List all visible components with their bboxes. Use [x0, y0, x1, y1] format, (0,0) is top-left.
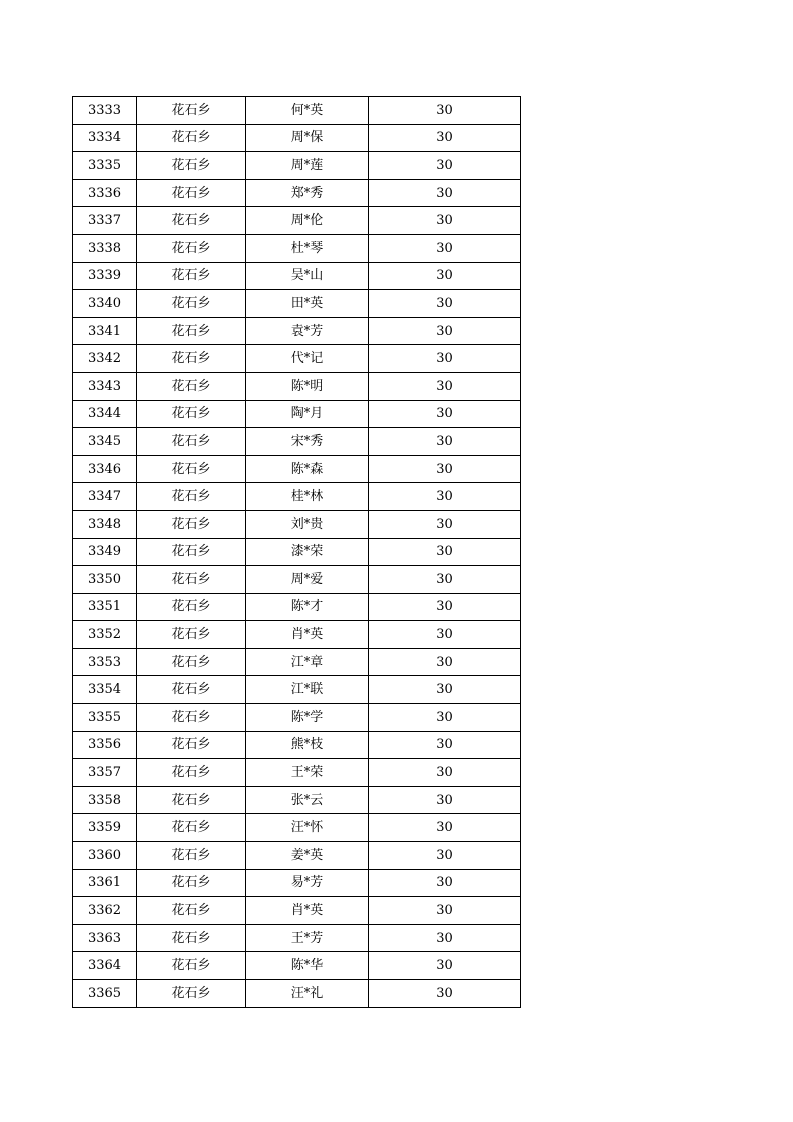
town-cell: 花石乡: [137, 704, 246, 732]
table-row: [73, 786, 521, 814]
town-cell: 花石乡: [137, 317, 246, 345]
name-cell: 田*英: [246, 290, 369, 318]
table-row: [73, 207, 521, 235]
amount-cell: 30: [369, 897, 521, 925]
town-cell: 花石乡: [137, 234, 246, 262]
row-number-cell: 3353: [73, 648, 137, 676]
data-table: [72, 96, 521, 1008]
name-cell: 张*云: [246, 786, 369, 814]
name-cell: 陈*森: [246, 455, 369, 483]
town-cell: 花石乡: [137, 676, 246, 704]
amount-cell: 30: [369, 621, 521, 649]
name-cell: 何*英: [246, 97, 369, 125]
amount-cell: 30: [369, 290, 521, 318]
name-cell: 陈*华: [246, 952, 369, 980]
table-row: [73, 234, 521, 262]
town-cell: 花石乡: [137, 124, 246, 152]
table-row: [73, 124, 521, 152]
amount-cell: 30: [369, 648, 521, 676]
table-row: [73, 676, 521, 704]
name-cell: 桂*林: [246, 483, 369, 511]
row-number-cell: 3349: [73, 538, 137, 566]
name-cell: 汪*怀: [246, 814, 369, 842]
town-cell: 花石乡: [137, 538, 246, 566]
name-cell: 陈*明: [246, 372, 369, 400]
name-cell: 吴*山: [246, 262, 369, 290]
town-cell: 花石乡: [137, 372, 246, 400]
row-number-cell: 3340: [73, 290, 137, 318]
name-cell: 宋*秀: [246, 428, 369, 456]
row-number-cell: 3363: [73, 924, 137, 952]
row-number-cell: 3361: [73, 869, 137, 897]
amount-cell: 30: [369, 97, 521, 125]
amount-cell: 30: [369, 869, 521, 897]
row-number-cell: 3337: [73, 207, 137, 235]
amount-cell: 30: [369, 731, 521, 759]
row-number-cell: 3347: [73, 483, 137, 511]
table-row: [73, 814, 521, 842]
table-row: [73, 704, 521, 732]
row-number-cell: 3354: [73, 676, 137, 704]
amount-cell: 30: [369, 538, 521, 566]
amount-cell: 30: [369, 952, 521, 980]
name-cell: 袁*芳: [246, 317, 369, 345]
amount-cell: 30: [369, 786, 521, 814]
table-row: [73, 179, 521, 207]
name-cell: 姜*英: [246, 842, 369, 870]
table-row: [73, 483, 521, 511]
table-row: [73, 97, 521, 125]
table-row: [73, 290, 521, 318]
town-cell: 花石乡: [137, 400, 246, 428]
town-cell: 花石乡: [137, 152, 246, 180]
town-cell: 花石乡: [137, 207, 246, 235]
town-cell: 花石乡: [137, 345, 246, 373]
table-row: [73, 924, 521, 952]
table-body: [73, 97, 521, 1008]
town-cell: 花石乡: [137, 262, 246, 290]
row-number-cell: 3352: [73, 621, 137, 649]
town-cell: 花石乡: [137, 648, 246, 676]
name-cell: 周*爱: [246, 566, 369, 594]
amount-cell: 30: [369, 152, 521, 180]
town-cell: 花石乡: [137, 510, 246, 538]
amount-cell: 30: [369, 234, 521, 262]
name-cell: 易*芳: [246, 869, 369, 897]
amount-cell: 30: [369, 510, 521, 538]
name-cell: 代*记: [246, 345, 369, 373]
amount-cell: 30: [369, 345, 521, 373]
row-number-cell: 3362: [73, 897, 137, 925]
name-cell: 肖*英: [246, 621, 369, 649]
name-cell: 王*芳: [246, 924, 369, 952]
table-row: [73, 400, 521, 428]
table-row: [73, 510, 521, 538]
town-cell: 花石乡: [137, 621, 246, 649]
town-cell: 花石乡: [137, 593, 246, 621]
table-row: [73, 538, 521, 566]
amount-cell: 30: [369, 179, 521, 207]
name-cell: 周*伦: [246, 207, 369, 235]
town-cell: 花石乡: [137, 759, 246, 787]
amount-cell: 30: [369, 924, 521, 952]
town-cell: 花石乡: [137, 731, 246, 759]
row-number-cell: 3338: [73, 234, 137, 262]
row-number-cell: 3355: [73, 704, 137, 732]
town-cell: 花石乡: [137, 428, 246, 456]
town-cell: 花石乡: [137, 814, 246, 842]
table-row: [73, 731, 521, 759]
row-number-cell: 3364: [73, 952, 137, 980]
name-cell: 郑*秀: [246, 179, 369, 207]
row-number-cell: 3365: [73, 980, 137, 1008]
name-cell: 王*荣: [246, 759, 369, 787]
table-row: [73, 897, 521, 925]
row-number-cell: 3344: [73, 400, 137, 428]
amount-cell: 30: [369, 704, 521, 732]
name-cell: 陈*学: [246, 704, 369, 732]
table-row: [73, 317, 521, 345]
town-cell: 花石乡: [137, 980, 246, 1008]
name-cell: 刘*贵: [246, 510, 369, 538]
amount-cell: 30: [369, 676, 521, 704]
table-row: [73, 980, 521, 1008]
town-cell: 花石乡: [137, 952, 246, 980]
town-cell: 花石乡: [137, 924, 246, 952]
row-number-cell: 3334: [73, 124, 137, 152]
table-row: [73, 345, 521, 373]
row-number-cell: 3350: [73, 566, 137, 594]
amount-cell: 30: [369, 814, 521, 842]
amount-cell: 30: [369, 207, 521, 235]
amount-cell: 30: [369, 566, 521, 594]
amount-cell: 30: [369, 593, 521, 621]
town-cell: 花石乡: [137, 97, 246, 125]
table-row: [73, 152, 521, 180]
amount-cell: 30: [369, 455, 521, 483]
amount-cell: 30: [369, 428, 521, 456]
amount-cell: 30: [369, 262, 521, 290]
row-number-cell: 3342: [73, 345, 137, 373]
row-number-cell: 3343: [73, 372, 137, 400]
row-number-cell: 3346: [73, 455, 137, 483]
name-cell: 漆*荣: [246, 538, 369, 566]
table-row: [73, 869, 521, 897]
row-number-cell: 3333: [73, 97, 137, 125]
amount-cell: 30: [369, 317, 521, 345]
table-row: [73, 759, 521, 787]
table-row: [73, 621, 521, 649]
name-cell: 陶*月: [246, 400, 369, 428]
table-row: [73, 428, 521, 456]
amount-cell: 30: [369, 842, 521, 870]
amount-cell: 30: [369, 980, 521, 1008]
table-row: [73, 593, 521, 621]
amount-cell: 30: [369, 372, 521, 400]
table-row: [73, 262, 521, 290]
row-number-cell: 3356: [73, 731, 137, 759]
row-number-cell: 3360: [73, 842, 137, 870]
amount-cell: 30: [369, 400, 521, 428]
town-cell: 花石乡: [137, 869, 246, 897]
town-cell: 花石乡: [137, 179, 246, 207]
row-number-cell: 3359: [73, 814, 137, 842]
name-cell: 汪*礼: [246, 980, 369, 1008]
town-cell: 花石乡: [137, 786, 246, 814]
amount-cell: 30: [369, 124, 521, 152]
name-cell: 杜*琴: [246, 234, 369, 262]
table-row: [73, 455, 521, 483]
amount-cell: 30: [369, 759, 521, 787]
amount-cell: 30: [369, 483, 521, 511]
table-row: [73, 648, 521, 676]
row-number-cell: 3345: [73, 428, 137, 456]
name-cell: 陈*才: [246, 593, 369, 621]
row-number-cell: 3341: [73, 317, 137, 345]
table-row: [73, 372, 521, 400]
town-cell: 花石乡: [137, 455, 246, 483]
town-cell: 花石乡: [137, 842, 246, 870]
row-number-cell: 3358: [73, 786, 137, 814]
row-number-cell: 3336: [73, 179, 137, 207]
name-cell: 江*章: [246, 648, 369, 676]
town-cell: 花石乡: [137, 897, 246, 925]
name-cell: 熊*枝: [246, 731, 369, 759]
town-cell: 花石乡: [137, 483, 246, 511]
table-row: [73, 566, 521, 594]
row-number-cell: 3357: [73, 759, 137, 787]
name-cell: 江*联: [246, 676, 369, 704]
name-cell: 周*保: [246, 124, 369, 152]
town-cell: 花石乡: [137, 290, 246, 318]
table-row: [73, 842, 521, 870]
name-cell: 周*莲: [246, 152, 369, 180]
row-number-cell: 3339: [73, 262, 137, 290]
row-number-cell: 3335: [73, 152, 137, 180]
row-number-cell: 3348: [73, 510, 137, 538]
name-cell: 肖*英: [246, 897, 369, 925]
row-number-cell: 3351: [73, 593, 137, 621]
table-row: [73, 952, 521, 980]
town-cell: 花石乡: [137, 566, 246, 594]
